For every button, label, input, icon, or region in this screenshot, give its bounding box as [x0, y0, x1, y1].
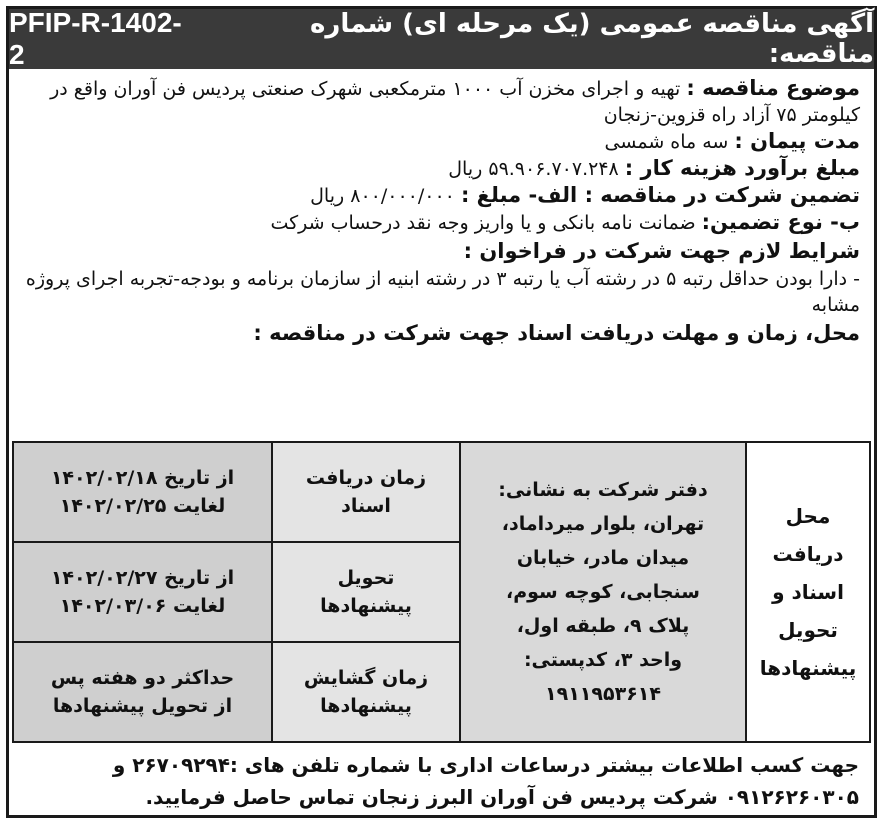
- guarantee-line: [23, 182, 860, 209]
- venue-table: [12, 441, 871, 743]
- conditions-text: - دارا بودن حداقل رتبه ۵ در رشته آب یا رتبه ۳ در رشته ابنیه از سازمان برنامه و بودجه-تجربه اجرای پروژه مشابه: [25, 268, 860, 316]
- row-key: زمان دریافت اسناد: [271, 443, 459, 541]
- guarantee-type-line: [23, 209, 860, 236]
- row-key: زمان گشایش پیشنهادها: [271, 643, 459, 741]
- guarantee-label: تضمین شرکت در مناقصه : الف- مبلغ :: [460, 183, 860, 207]
- table-row: [14, 443, 459, 543]
- estimate-text: ۵۹.۹۰۶.۷۰۷.۲۴۸ ریال: [448, 158, 619, 180]
- subject-line: [23, 75, 860, 128]
- tender-notice: [6, 6, 877, 818]
- estimate-line: [23, 155, 860, 182]
- table-row: [14, 543, 459, 643]
- guarantee-text: ۸۰۰/۰۰۰/۰۰۰ ریال: [310, 185, 455, 207]
- duration-text: سه ماه شمسی: [604, 131, 729, 153]
- notice-title: آگهی مناقصه عمومی (یک مرحله ای) شماره مناقصه:: [310, 9, 874, 69]
- row-key: تحویل پیشنهادها: [271, 543, 459, 641]
- contact-footer: جهت کسب اطلاعات بیشتر درساعات اداری با شماره تلفن های :۲۶۷۰۹۲۹۴ و ۰۹۱۲۶۲۶۰۳۰۵ شرکت پردیس فن آوران البرز زنجان تماس حاصل فرمایید.: [112, 753, 859, 809]
- schedule-rows: [14, 443, 459, 741]
- duration-label: مدت پیمان :: [734, 129, 860, 153]
- estimate-label: مبلغ برآورد هزینه کار :: [624, 156, 860, 180]
- row-value: حداکثر دو هفته پس از تحویل پیشنهادها: [14, 643, 271, 741]
- notice-body: [9, 69, 874, 346]
- guarantee-type-label: ب- نوع تضمین:: [701, 210, 860, 234]
- duration-line: [23, 128, 860, 155]
- address-cell: دفتر شرکت به نشانی: تهران، بلوار میرداماد، میدان مادر، خیابان سنجابی، کوچه سوم، پلاک ۹، طبقه اول، واحد ۳، کدپستی: ۱۹۱۱۹۵۳۶۱۴: [459, 443, 745, 741]
- notice-header: [9, 9, 874, 69]
- row-value: از تاریخ ۱۴۰۲/۰۲/۱۸ لغایت ۱۴۰۲/۰۲/۲۵: [14, 443, 271, 541]
- guarantee-type-text: ضمانت نامه بانکی و یا واریز وجه نقد درحساب شرکت: [270, 212, 696, 234]
- place-label-cell: محل دریافت اسناد و تحویل پیشنهادها: [745, 443, 869, 741]
- row-value: از تاریخ ۱۴۰۲/۰۲/۲۷ لغایت ۱۴۰۲/۰۳/۰۶: [14, 543, 271, 641]
- tender-number: PFIP-R-1402-2: [9, 7, 182, 70]
- subject-label: موضوع مناقصه :: [686, 76, 860, 100]
- subject-text: تهیه و اجرای مخزن آب ۱۰۰۰ مترمکعبی شهرک صنعتی پردیس فن آوران واقع در کیلومتر ۷۵ آزاد راه قزوین-زنجان: [50, 78, 860, 126]
- venue-heading: محل، زمان و مهلت دریافت اسناد جهت شرکت در مناقصه :: [253, 321, 860, 345]
- conditions-heading: شرایط لازم جهت شرکت در فراخوان :: [463, 239, 860, 263]
- table-row: [14, 643, 459, 741]
